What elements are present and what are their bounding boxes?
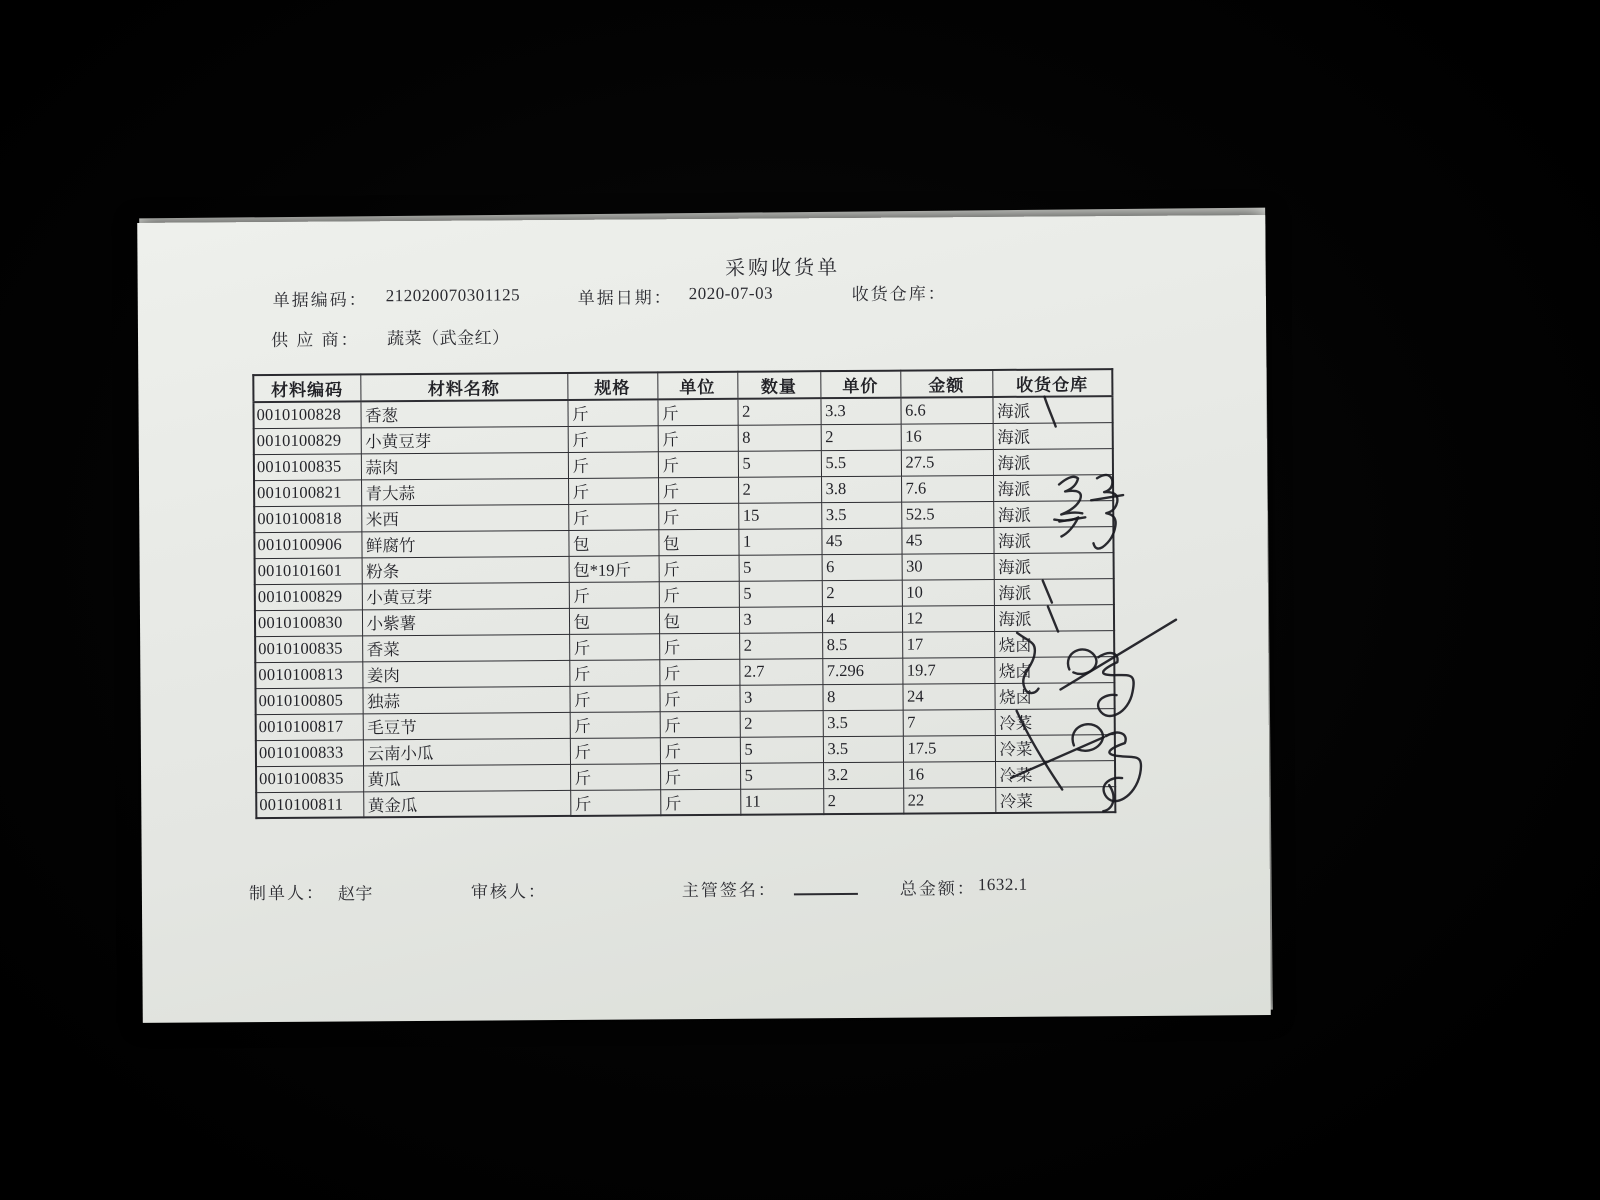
table-row: 0010100830 小紫薯 包 包 3 4 12 海派 bbox=[255, 604, 1114, 636]
table-row: 0010100821 青大蒜 斤 斤 2 3.8 7.6 海派 bbox=[254, 474, 1113, 506]
warehouse-label: 收货仓库： bbox=[851, 284, 947, 304]
table-row: 0010100835 蒜肉 斤 斤 5 5.5 27.5 海派 bbox=[254, 448, 1113, 480]
table-row: 0010100817 毛豆节 斤 斤 2 3.5 7 冷菜 bbox=[256, 708, 1115, 740]
table-row: 0010100833 云南小瓜 斤 斤 5 3.5 17.5 冷菜 bbox=[256, 734, 1115, 766]
receipt-paper bbox=[137, 215, 1271, 1023]
doc-code-label: 单据编码： bbox=[272, 290, 368, 311]
col-header-2: 规格 bbox=[567, 372, 657, 400]
table-row: 0010100805 独蒜 斤 斤 3 8 24 烧卤 bbox=[255, 682, 1114, 714]
supervisor-label: 主管签名： bbox=[681, 880, 777, 901]
table-row: 0010100811 黄金瓜 斤 斤 11 2 22 冷菜 bbox=[256, 786, 1115, 818]
supplier-label: 供 应 商： bbox=[270, 330, 360, 351]
col-header-0: 材料编码 bbox=[253, 374, 360, 402]
materials-table-body bbox=[253, 396, 1115, 818]
signature-underline bbox=[794, 893, 858, 895]
table-row: 0010101601 粉条 包*19斤 斤 5 6 30 海派 bbox=[255, 552, 1114, 584]
maker-value: 赵宇 bbox=[337, 884, 373, 904]
table-row: 0010100906 鲜腐竹 包 包 1 45 45 海派 bbox=[254, 526, 1113, 558]
footer-row bbox=[142, 872, 1270, 904]
col-header-6: 金额 bbox=[900, 370, 992, 398]
page-title: 采购收货单 bbox=[724, 257, 841, 280]
total-value: 1632.1 bbox=[977, 874, 1028, 895]
maker-label: 制单人： bbox=[248, 883, 325, 904]
materials-table bbox=[252, 368, 1116, 819]
table-row: 0010100829 小黄豆芽 斤 斤 8 2 16 海派 bbox=[254, 422, 1113, 454]
col-header-5: 单价 bbox=[820, 371, 900, 399]
table-row: 0010100835 香菜 斤 斤 2 8.5 17 烧卤 bbox=[255, 630, 1114, 662]
table-row: 0010100829 小黄豆芽 斤 斤 5 2 10 海派 bbox=[255, 578, 1114, 610]
doc-date-label: 单据日期： bbox=[577, 288, 673, 308]
supplier-value: 蔬菜（武金红） bbox=[386, 328, 510, 349]
table-row: 0010100835 黄瓜 斤 斤 5 3.2 16 冷菜 bbox=[256, 760, 1115, 792]
table-row: 0010100818 米西 斤 斤 15 3.5 52.5 海派 bbox=[254, 500, 1113, 532]
table-row: 0010100828 香葱 斤 斤 2 3.3 6.6 海派 bbox=[253, 396, 1112, 428]
col-header-3: 单位 bbox=[657, 372, 737, 400]
col-header-7: 收货仓库 bbox=[992, 369, 1112, 397]
col-header-4: 数量 bbox=[737, 371, 820, 399]
total-label: 总金额： bbox=[899, 879, 976, 899]
col-header-1: 材料名称 bbox=[360, 373, 567, 401]
doc-date-value: 2020-07-03 bbox=[688, 283, 774, 304]
doc-code-value: 212020070301125 bbox=[385, 285, 521, 306]
auditor-label: 审核人： bbox=[470, 882, 547, 902]
table-row: 0010100813 姜肉 斤 斤 2.7 7.296 19.7 烧卤 bbox=[255, 656, 1114, 688]
